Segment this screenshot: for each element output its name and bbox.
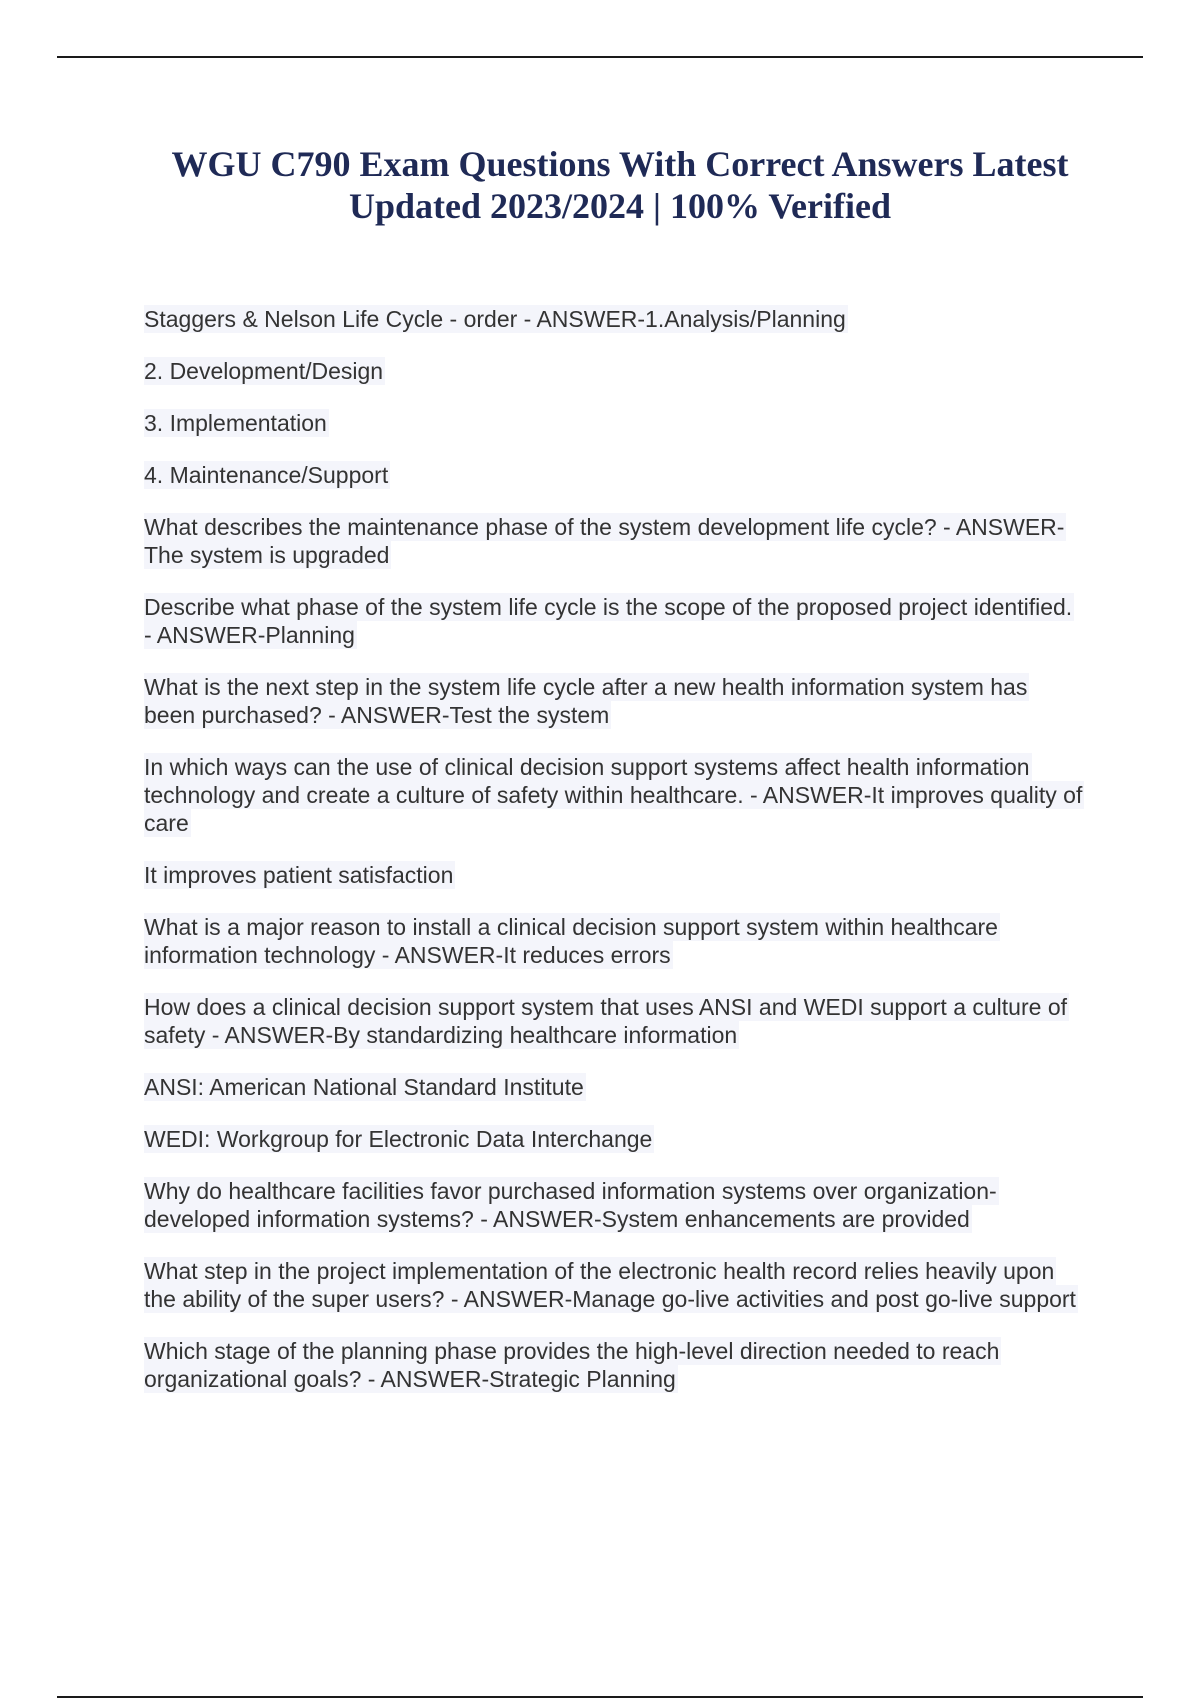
paragraph-text: Describe what phase of the system life cycle is the scope of the proposed project identified. - ANSWER-Planning	[144, 594, 1073, 648]
paragraph	[144, 1125, 1084, 1153]
paragraph-text: WEDI: Workgroup for Electronic Data Interchange	[144, 1126, 653, 1152]
paragraph	[144, 357, 1084, 385]
paragraph-text: Which stage of the planning phase provides the high-level direction needed to reach organizational goals? - ANSWER-Strategic Planning	[144, 1338, 1000, 1392]
paragraph	[144, 753, 1084, 837]
paragraph	[144, 861, 1084, 889]
paragraph	[144, 305, 1084, 333]
paragraph-text: Staggers & Nelson Life Cycle - order - ANSWER-1.Analysis/Planning	[144, 306, 846, 332]
paragraph-text: How does a clinical decision support system that uses ANSI and WEDI support a culture of safety - ANSWER-By standardizing healthcare information	[144, 994, 1067, 1048]
title-line-2: Updated 2023/2024 | 100% Verified	[349, 186, 891, 226]
paragraph-text: 4. Maintenance/Support	[144, 462, 389, 488]
paragraph-text: What is the next step in the system life cycle after a new health information system has been purchased? - ANSWER-Test the system	[144, 674, 1028, 728]
document-title	[100, 143, 1140, 227]
paragraph	[144, 993, 1084, 1049]
paragraph	[144, 513, 1084, 569]
paragraph	[144, 409, 1084, 437]
title-line-1: WGU C790 Exam Questions With Correct Answers Latest	[171, 144, 1069, 184]
paragraph-text: 3. Implementation	[144, 410, 327, 436]
paragraph-text: ANSI: American National Standard Institute	[144, 1074, 584, 1100]
paragraph	[144, 1337, 1084, 1393]
top-rule	[57, 56, 1143, 58]
paragraph	[144, 913, 1084, 969]
paragraph	[144, 461, 1084, 489]
paragraph	[144, 1257, 1084, 1313]
bottom-rule	[57, 1696, 1143, 1698]
paragraph-text: 2. Development/Design	[144, 358, 384, 384]
paragraph	[144, 673, 1084, 729]
paragraph-text: What is a major reason to install a clinical decision support system within healthcare information technology - ANSWER-It reduces errors	[144, 914, 998, 968]
paragraph-text: Why do healthcare facilities favor purchased information systems over organization-developed information systems? - ANSWER-System enhancements are provided	[144, 1178, 997, 1232]
paragraph-text: What describes the maintenance phase of the system development life cycle? - ANSWER-The system is upgraded	[144, 514, 1065, 568]
paragraph	[144, 1177, 1084, 1233]
paragraph-text: What step in the project implementation of the electronic health record relies heavily upon the ability of the super users? - ANSWER-Manage go-live activities and post go-live support	[144, 1258, 1076, 1312]
document-body	[144, 305, 1084, 1417]
paragraph-text: In which ways can the use of clinical decision support systems affect health information technology and create a culture of safety within healthcare. - ANSWER-It improves quality of care	[144, 754, 1083, 836]
paragraph-text: It improves patient satisfaction	[144, 862, 454, 888]
paragraph	[144, 1073, 1084, 1101]
paragraph	[144, 593, 1084, 649]
